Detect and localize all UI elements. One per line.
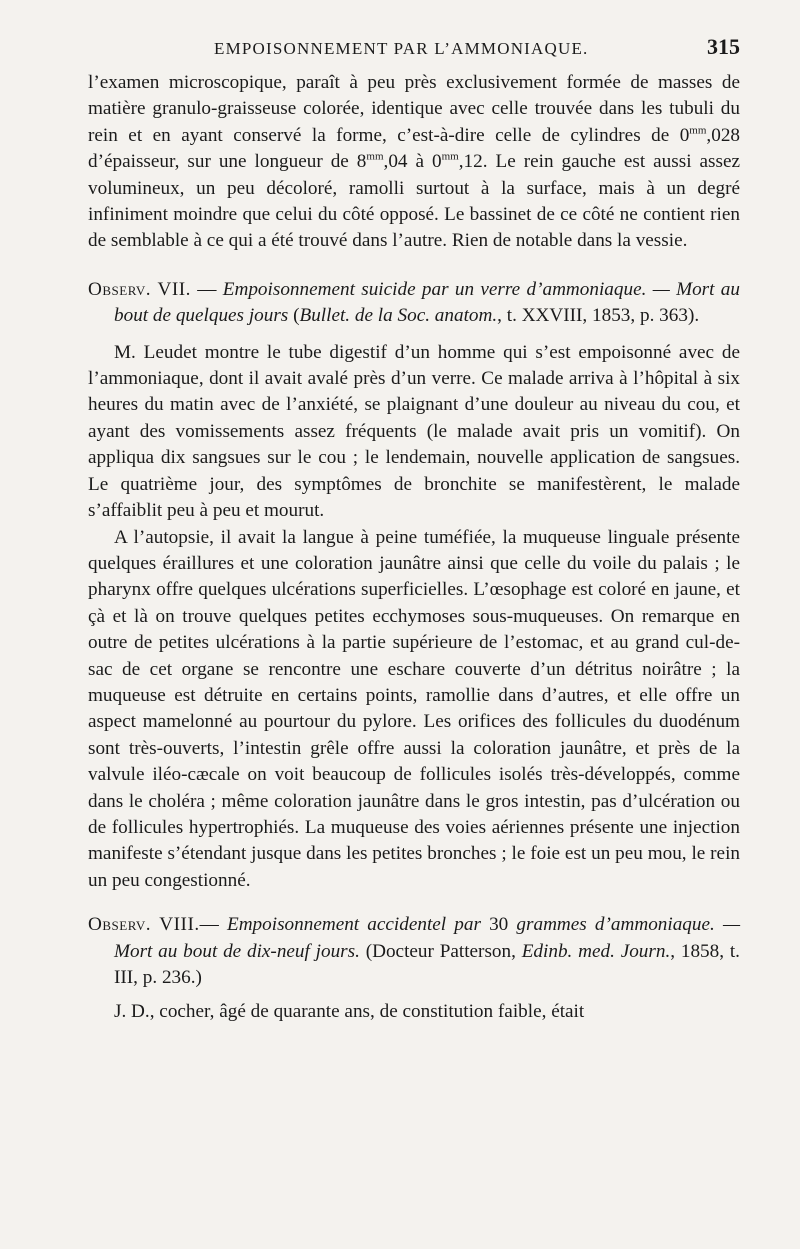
page-number: 315 bbox=[707, 34, 740, 59]
observation-7-heading: Observ. VII. — Empoisonnement suicide par un verre d’ammoniaque. — Mort au bout de quelques jours (Bullet. de la Soc. anatom., t. XXVIII, 1853, p. 363). bbox=[88, 278, 740, 327]
page-header bbox=[88, 34, 740, 68]
paragraph-case-jd: J. D., cocher, âgé de quarante ans, de constitution faible, était bbox=[114, 1001, 585, 1023]
page-body bbox=[88, 70, 740, 1026]
observation-8-heading: Observ. VIII.— Empoisonnement accidentel par 30 grammes d’ammoniaque. — Mort au bout de dix-neuf jours. (Docteur Patterson, Edinb. med. Journ., 1858, t. III, p. 236.) bbox=[88, 914, 741, 988]
running-title: EMPOISONNEMENT PAR L’AMMONIAQUE. bbox=[214, 39, 589, 58]
paragraph-kidney-exam: l’examen microscopique, paraît à peu près exclusivement formée de masses de matière granulo-graisseuse colorée, identique avec celle trouvée dans les tubuli du rein et en ayant conservé la forme, c’est-à-dire celle de cylindres de $0^{mm},028$ d’épaisseur, sur une longueur de $8^{mm},04$ à $0^{mm},12$. Le rein gauche est aussi assez volumineux, un peu décoloré, ramolli surtout à la surface, mais à un degré infiniment moindre que celui du côté opposé. Le bassinet de ce côté ne contient rien de semblable à ce qui a été trouvé dans l’autre. Rien de notable dans la vessie. bbox=[88, 72, 740, 252]
paragraph-autopsy: A l’autopsie, il avait la langue à peine tuméfiée, la muqueuse linguale présente quelques éraillures et une coloration jaunâtre ainsi que celle du voile du palais ; le pharynx offre quelques ulcérations superficielles. L’œsophage est coloré en jaune, et çà et là on trouve quelques petites ecchymoses sous-muqueuses. On remarque en outre de petites ulcérations à la partie supérieure de l’estomac, et au grand cul-de-sac de cet organe se rencontre une eschare couverte d’un détritus noirâtre ; la muqueuse est détruite en certains points, ramollie dans d’autres, et elle offre un aspect mamelonné au pourtour du pylore. Les orifices des follicules du duodénum sont très-ouverts, l’intestin grêle offre aussi la coloration jaunâtre, et près de la valvule iléo-cæcale on voit beaucoup de follicules isolés très-développés, comme dans le choléra ; même coloration jaunâtre dans le gros intestin, pas d’ulcération ou de follicules hypertrophiés. La muqueuse des voies aériennes présente une injection manifeste s’étendant jusque dans les petites bronches ; le foie est un peu mou, le rein un peu congestionné. bbox=[88, 526, 740, 891]
paragraph-leudet: M. Leudet montre le tube digestif d’un homme qui s’est empoisonné avec de l’ammoniaque, dont il avait avalé près d’un verre. Ce malade arriva à l’hôpital à six heures du matin avec de l’anxiété, se plaignant d’une douleur au niveau du cou, et ayant des vomissements assez fréquents (le malade avait pris un vomitif). On appliqua dix sangsues sur le cou ; le lendemain, nouvelle application de sangsues. Le quatrième jour, des symptômes de bronchite se manifestèrent, le malade s’affaiblit peu à peu et mourut. bbox=[88, 341, 740, 522]
